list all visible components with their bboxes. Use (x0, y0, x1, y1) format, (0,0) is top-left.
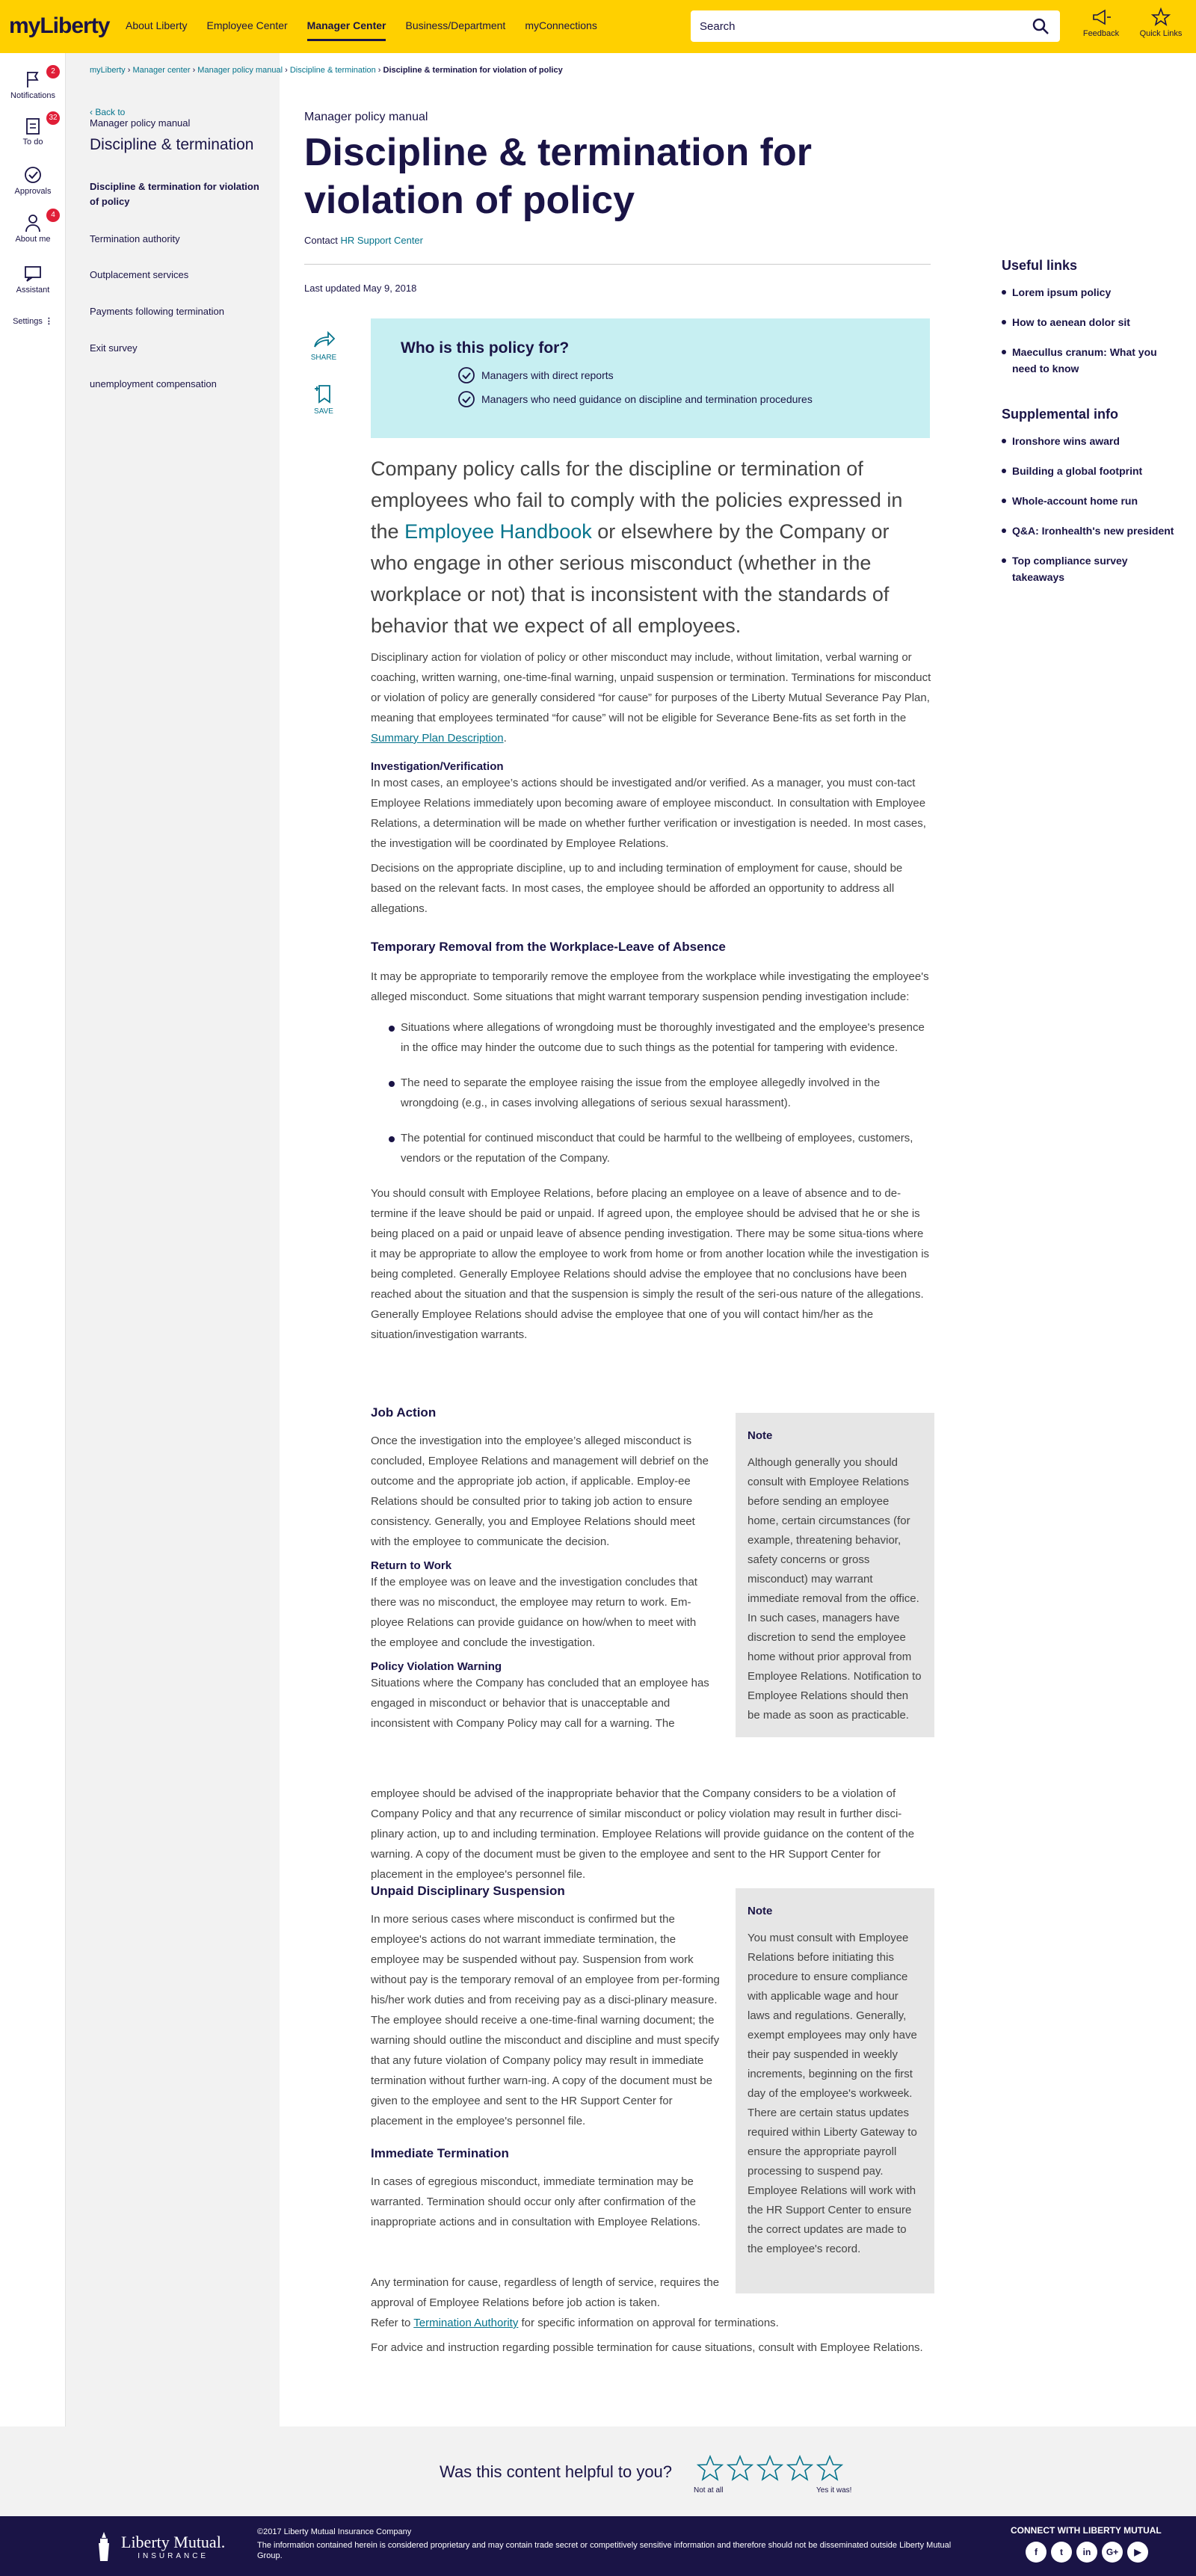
google-plus-icon[interactable]: G+ (1102, 2542, 1123, 2563)
paragraph: It may be appropriate to temporarily remove the employee from the workplace while investigating the employee's alleged misconduct. Some situations that might warrant temporary suspension pending investigation include: (371, 970, 929, 1003)
supplemental-link[interactable]: Whole-account home run (1002, 493, 1181, 509)
rail-notifications[interactable] (0, 67, 66, 100)
paragraph-text: Disciplinary action for violation of policy or other misconduct may include, without limitation, verbal warning or coaching, written warning, one-time-final warning, unpaid suspension or termination. Terminations for misconduct or violation of policy are generally considered “for cause” for purposes of the Liberty Mutual Severance Pay Plan, meaning that employees terminated “for cause” will not be eligible for Severance Bene-fits as set forth in the (371, 651, 931, 724)
note-text: You must consult with Employee Relations before initiating this procedure to ensure compliance with applicable wage and hour laws and regulations. Generally, exempt employees may only have their pay suspended in weekly increments, beginning on the first day of the employee's workweek. There are certain status updates required within Liberty Gateway to ensure the appropriate payroll processing to suspend pay. Employee Relations will work with the HR Support Center to ensure the correct updates are made to the employee's record. (748, 1932, 917, 2255)
facebook-icon[interactable]: f (1026, 2542, 1046, 2563)
twitter-icon[interactable]: t (1051, 2542, 1072, 2563)
quick-links-label: Quick Links (1139, 29, 1183, 38)
lead-text: Company policy calls for the discipline or termination of employees who fail to comply with the policies expressed in the (371, 457, 903, 543)
share-label: SHARE (310, 354, 337, 362)
section-nav-list (90, 107, 269, 389)
who-title: Who is this policy for? (401, 339, 570, 357)
supplemental-link[interactable]: Top compliance survey takeaways (1002, 552, 1181, 585)
rail-todo[interactable] (0, 116, 66, 147)
termination-notes (371, 2273, 931, 2358)
heading: Immediate Termination (371, 2146, 509, 2160)
who-item-text: Managers with direct reports (481, 369, 614, 381)
todo-label: To do (22, 138, 43, 147)
bullet-list (371, 1017, 931, 1168)
supplemental-link[interactable]: Q&A: Ironhealth's new president (1002, 523, 1181, 539)
search-placeholder: Search (700, 19, 736, 33)
paragraph: For advice and instruction regarding possible termination for cause situations, consult with Employee Relations. (371, 2341, 923, 2354)
footer (0, 2516, 1196, 2576)
sidebar-item-payments[interactable]: Payments following termination (90, 306, 224, 317)
paragraph: If the employee was on leave and the investigation concludes that there was no misconduct, the employee may return to work. Em-ployee Relations can provide guidance on how/when to meet with the employee and conclude the investigation. (371, 1576, 697, 1649)
useful-link[interactable]: Lorem ipsum policy (1002, 284, 1181, 301)
paragraph: Once the investigation into the employee’s alleged misconduct is concluded, Employee Relations and management will debrief on the outcome and the appropriate job action, if applicable. Employ-ee Relations should be consulted prior to taking job action to ensure consistency. Generally, you and Employee Relations should meet with the employee to communicate the decision. (371, 1435, 709, 1548)
aboutme-badge: 4 (46, 209, 60, 222)
check-circle-icon (457, 390, 475, 408)
footer-text (257, 2527, 960, 2561)
useful-link[interactable]: Maecullus cranum: What you need to know (1002, 344, 1181, 377)
rating-star-icon[interactable] (816, 2455, 843, 2482)
notifications-badge: 2 (46, 65, 60, 78)
breadcrumb-item[interactable]: Discipline & termination (289, 66, 376, 75)
feedback-question: Was this content helpful to you? (440, 2462, 673, 2481)
feedback-label: Feedback (1082, 29, 1120, 38)
top-bar (0, 0, 1196, 53)
job-action-section (371, 1405, 715, 1734)
sidebar-item-termination-authority[interactable]: Termination authority (90, 233, 180, 244)
star-icon (1151, 7, 1171, 27)
supplemental-link[interactable]: Building a global footprint (1002, 463, 1181, 479)
list-item: The need to separate the employee raising the issue from the employee allegedly involved in the wrongdoing (e.g., in cases involving allegations of serious sexual harassment). (371, 1073, 931, 1113)
rail-assistant[interactable] (0, 264, 66, 295)
flag-icon (24, 70, 42, 89)
more-vertical-icon: ⋮ (44, 317, 53, 326)
main-nav (126, 19, 617, 41)
rating-low-label: Not at all (694, 2486, 724, 2495)
feedback-bar (0, 2426, 1196, 2516)
quick-links-button[interactable] (1135, 7, 1187, 38)
note-box (736, 1413, 934, 1737)
heading: Return to Work (371, 1559, 452, 1572)
contact-line (304, 235, 931, 246)
paragraph: Disciplinary action for violation of policy or other misconduct may include, without limitation, verbal warning or coaching, written warning, one-time-final warning, unpaid suspension or termination. Terminations for misconduct or violation of policy are generally considered “for cause” for purposes of the Liberty Mutual Severance Pay Plan, meaning that employees terminated “for cause” will not be eligible for Severance Bene-fits as set forth in the Summary Plan Description. (371, 651, 931, 745)
note-text: Although generally you should consult with Employee Relations before sending an employee home, certain circumstances (for example, threatening behavior, safety concerns or gross misconduct) may warrant immediate removal from the office. In such cases, managers have discretion to send the employee home without prior approval from Employee Relations. Notification to Employee Relations should then be made as soon as practicable. (748, 1456, 922, 1722)
paragraph: Situations where the Company has concluded that an employee has engaged in misconduct or behavior that is unacceptable and inconsistent with Company Policy may call for a warning. The (371, 1677, 709, 1730)
useful-link[interactable]: How to aenean dolor sit (1002, 314, 1181, 330)
back-target[interactable]: Manager policy manual (90, 117, 191, 129)
heading: Investigation/Verification (371, 760, 504, 773)
megaphone-icon (1091, 7, 1112, 27)
useful-links-title: Useful links (1002, 258, 1078, 273)
footer-brand: Liberty Mutual. (121, 2532, 226, 2551)
person-icon (24, 213, 42, 232)
save-button[interactable] (305, 383, 342, 416)
supplemental-link[interactable]: Ironshore wins award (1002, 433, 1181, 449)
note-title: Note (748, 1429, 773, 1442)
rating-star-icon[interactable] (756, 2455, 783, 2482)
paragraph-text: Refer to (371, 2317, 411, 2329)
copyright: ©2017 Liberty Mutual Insurance Company (257, 2527, 412, 2536)
share-button[interactable] (305, 329, 342, 362)
sidebar-item-exit-survey[interactable]: Exit survey (90, 342, 138, 354)
check-circle-icon (23, 165, 43, 185)
paragraph: employee should be advised of the inappropriate behavior that the Company considers to be a violation of Company Policy and that any recurrence of similar misconduct or policy violation may result in further disci-plinary action, up to and including termination. Employee Relations will provide guidance on the content of the warning. A copy of the document must be given to the employee and sent to the HR Support Center for placement in the employee's personnel file. (371, 1787, 915, 1881)
heading: Unpaid Disciplinary Suspension (371, 1884, 565, 1898)
rail-settings[interactable] (0, 316, 66, 326)
hr-support-link[interactable]: HR Support Center (340, 235, 423, 246)
feedback-button[interactable] (1075, 7, 1127, 38)
clipboard-icon (25, 116, 41, 135)
paragraph: In most cases, an employee’s actions should be investigated and/or verified. As a manager, you must con-tact Employee Relations immediately upon becoming aware of employee misconduct. In consultation with Employee Relations, a determination will be made on whether further verification or investigation is needed. In most cases, the investigation will be coordinated by Employee Relations. (371, 777, 926, 850)
paragraph-text: for specific information on approval for terminations. (521, 2317, 779, 2329)
paragraph (371, 2313, 931, 2333)
aboutme-label: About me (15, 235, 51, 244)
sidebar-item-unemployment[interactable]: unemployment compensation (90, 378, 217, 389)
supplemental-title: Supplemental info (1002, 407, 1119, 422)
linkedin-icon[interactable]: in (1076, 2542, 1097, 2563)
contact-label: Contact (304, 235, 338, 246)
termination-authority-link[interactable]: Termination Authority (413, 2317, 519, 2329)
page-eyebrow: Manager policy manual (304, 111, 428, 123)
paragraph: Decisions on the appropriate discipline, up to and including termination of employment for cause, should be based on the relevant facts. In most cases, the employee should be afforded an opportunity to address all allegations. (371, 862, 903, 915)
legal-notice: The information contained herein is considered proprietary and may contain trade secret or competitively sensitive information and therefore should not be disseminated outside Liberty Mutual Group. (257, 2541, 952, 2560)
useful-links (1002, 258, 1181, 599)
back-link[interactable]: ‹ Back to (90, 107, 126, 117)
settings-label: Settings (13, 317, 43, 326)
rating-star-icon[interactable] (786, 2455, 813, 2482)
page-header (304, 111, 931, 294)
nav-about-liberty[interactable]: About Liberty (126, 19, 188, 31)
approvals-label: Approvals (14, 187, 52, 196)
nav-business-department[interactable]: Business/Department (405, 19, 506, 31)
lead-paragraph (371, 453, 931, 641)
body-section (371, 647, 931, 1345)
breadcrumb: myLiberty › Manager center › Manager policy manual › Discipline & termination › Discipline & termination for violation of policy (90, 66, 563, 75)
employee-handbook-link[interactable]: Employee Handbook (404, 520, 592, 543)
section-nav (66, 53, 280, 2426)
nav-employee-center[interactable]: Employee Center (206, 19, 288, 31)
paragraph: In more serious cases where misconduct is confirmed but the employee's actions do not warrant immediate termination, the employee may be suspended without pay. Suspension from work without pay is the temporary removal of an employee from per-forming his/her work duties and from receiving pay as a disci-plinary measure. The employee should receive a one-time-final warning document; the warning should outline the misconduct and discipline and must specify that any future violation of Company policy may result in immediate termination without further warn-ing. A copy of the document must be given to the employee and sent to the HR Support Center for placement in the employee's personnel file. (371, 1913, 720, 2127)
notifications-label: Notifications (10, 91, 55, 100)
sidebar-item-discipline-termination[interactable]: Discipline & termination for violation of policy (90, 181, 259, 207)
breadcrumb-current: Discipline & termination for violation of policy (383, 66, 563, 75)
who-item-text: Managers who need guidance on discipline and termination procedures (481, 393, 813, 405)
section-title: Discipline & termination (90, 136, 254, 153)
share-icon (312, 329, 336, 350)
assistant-label: Assistant (16, 286, 50, 295)
paragraph: You should consult with Employee Relations, before placing an employee on a leave of absence and to de-termine if the leave should be paid or unpaid. If agreed upon, the employee should be advised that he or she is being placed on a paid or unpaid leave of absence pending investigation. There may be some situa-tions where it may be appropriate to allow the employee to work from home or from another location while the investigation is being completed. Generally Employee Relations should advise the employee that no conclusions have been reached about the situation and that the suspension is simply the result of the seri-ous nature of the allegations. Generally Employee Relations should advise the employee that one of you will contact him/her as the situation/investigation warrants. (371, 1187, 930, 1341)
social-links (1026, 2542, 1148, 2563)
left-rail (0, 53, 66, 2426)
rail-approvals[interactable] (0, 165, 66, 196)
statue-of-liberty-icon (91, 2530, 117, 2563)
todo-badge: 32 (46, 111, 60, 125)
who-item (457, 390, 900, 408)
sidebar-item-outplacement[interactable]: Outplacement services (90, 269, 189, 280)
note-title: Note (748, 1905, 773, 1917)
who-box (371, 318, 930, 438)
connect-title: CONNECT WITH LIBERTY MUTUAL (1011, 2525, 1162, 2536)
summary-plan-link[interactable]: Summary Plan Description (371, 732, 504, 745)
nav-manager-center[interactable]: Manager Center (307, 19, 386, 41)
heading: Job Action (371, 1405, 437, 1420)
save-label: SAVE (314, 407, 333, 416)
list-item: The potential for continued misconduct that could be harmful to the wellbeing of employees, customers, vendors or the reputation of the Company. (371, 1128, 931, 1168)
footer-brand-sub: INSURANCE (138, 2551, 209, 2560)
heading: Temporary Removal from the Workplace-Leave of Absence (371, 940, 726, 954)
page-title: Discipline & termination for violation of policy (304, 131, 812, 222)
breadcrumb-item[interactable]: Manager policy manual (197, 66, 283, 75)
rail-about-me[interactable] (0, 213, 66, 244)
logo[interactable]: myLiberty (9, 13, 110, 38)
list-item: Situations where allegations of wrongdoing must be thoroughly investigated and the employee's presence in the office may hinder the outcome due to such things as the potential for tampering with evidence. (371, 1017, 931, 1058)
breadcrumb-item[interactable]: myLiberty (90, 66, 126, 75)
lead-text: or elsewhere by the Company or who engage in other serious misconduct (whether in the workplace or not) that is inconsistent with the standards of behavior that we expect of all employees. (371, 520, 890, 637)
nav-myconnections[interactable]: myConnections (525, 19, 597, 31)
heading: Policy Violation Warning (371, 1660, 502, 1673)
paragraph: In cases of egregious misconduct, immediate termination may be warranted. Termination should occur only after confirmation of the inappropriate actions and in consultation with Employee Relations. (371, 2175, 701, 2228)
chat-icon (23, 264, 43, 283)
bookmark-plus-icon (312, 383, 335, 404)
unpaid-suspension-section (371, 1884, 722, 2232)
search-icon[interactable] (1032, 17, 1049, 38)
paragraph: Any termination for cause, regardless of length of service, requires the approval of Employee Relations before job action is taken. (371, 2276, 720, 2309)
rating-star-icon[interactable] (727, 2455, 753, 2482)
check-circle-icon (457, 366, 475, 384)
rating-stars (697, 2455, 843, 2482)
search-input[interactable] (691, 10, 1060, 42)
footer-logo[interactable] (91, 2530, 225, 2563)
breadcrumb-item[interactable]: Manager center (132, 66, 191, 75)
rating-star-icon[interactable] (697, 2455, 724, 2482)
note-box (736, 1888, 934, 2293)
divider (304, 264, 931, 265)
last-updated: Last updated May 9, 2018 (304, 283, 417, 294)
who-item (457, 366, 900, 384)
youtube-icon[interactable]: ▶ (1127, 2542, 1148, 2563)
rating-high-label: Yes it was! (816, 2486, 852, 2495)
